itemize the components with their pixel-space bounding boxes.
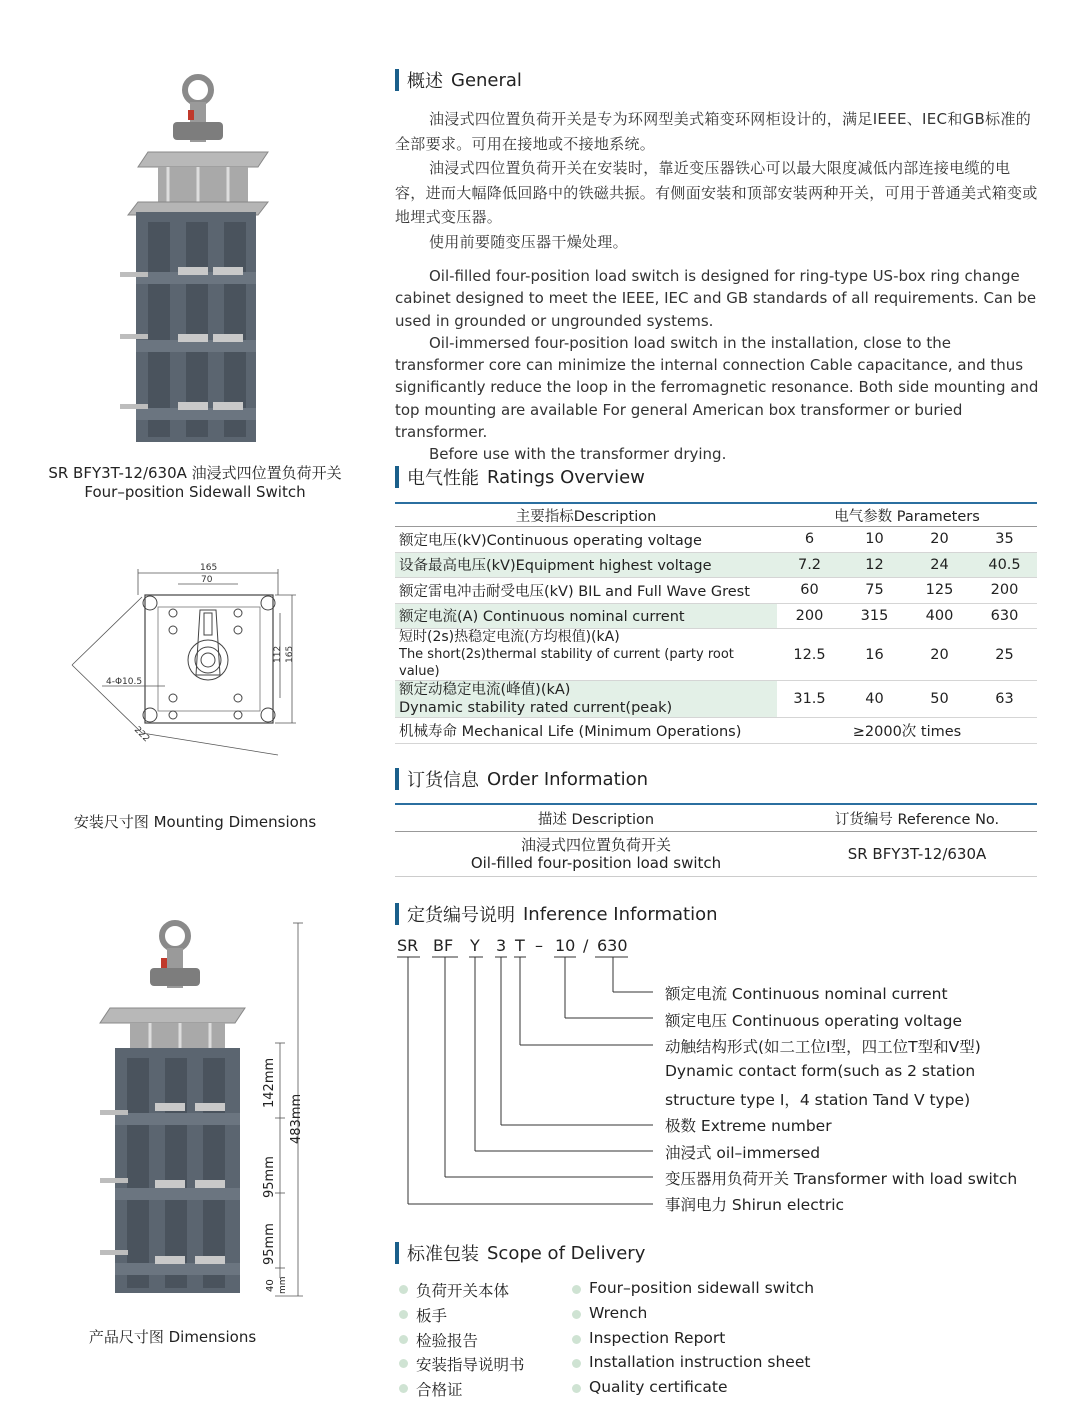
product-photo-top (118, 72, 278, 447)
dim-483: 483mm (289, 1093, 304, 1144)
ratings-desc: 机械寿命 Mechanical Life (Minimum Operations) (399, 723, 742, 740)
general-zh-text (395, 107, 1040, 254)
ratings-table (395, 502, 1037, 744)
ratings-value: 24 (907, 552, 972, 578)
ratings-title-en: Ratings Overview (487, 466, 645, 488)
inference-label-oil: 油浸式 oil–immersed (665, 1144, 821, 1162)
ratings-value: 50 (930, 691, 949, 707)
order-header-desc: 描述 Description (395, 804, 797, 832)
dim-70: 70 (201, 575, 213, 585)
general-zh-p1: 油浸式四位置负荷开关是专为环网型美式箱变环网柜设计的，满足IEEE、IEC和GB标准的全部要求。可用在接地或不接地系统。 (395, 110, 1032, 153)
bullet-icon (572, 1285, 581, 1294)
bullet-icon (399, 1359, 408, 1368)
table-row (395, 681, 1037, 718)
dim-40: 40 (265, 1279, 276, 1292)
section-bar (395, 466, 399, 488)
section-bar (395, 903, 399, 925)
general-title-en: General (451, 69, 522, 91)
code-dash: – (535, 936, 543, 955)
ratings-value: 16 (865, 646, 884, 663)
code-part-10: 10 (555, 936, 576, 955)
code-part-y: Y (470, 936, 480, 955)
bullet-icon (399, 1285, 408, 1294)
delivery-title-en: Scope of Delivery (487, 1242, 646, 1264)
section-title-delivery (395, 1241, 645, 1265)
section-bar (395, 768, 399, 790)
bullet-icon (572, 1335, 581, 1344)
inference-title-zh: 定货编号说明 (407, 905, 515, 926)
ratings-value: 40 (865, 691, 884, 707)
bullet-icon (399, 1310, 408, 1319)
ratings-value: 7.2 (777, 552, 842, 578)
code-part-3: 3 (496, 936, 507, 955)
ratings-value: 200 (990, 582, 1019, 599)
ratings-value: 20 (930, 531, 949, 548)
order-desc-zh: 油浸式四位置负荷开关 (520, 836, 671, 854)
mounting-caption: 安装尺寸图 Mounting Dimensions (73, 813, 317, 831)
ratings-desc (395, 681, 777, 718)
dim-222: 222 (131, 725, 152, 745)
code-part-sr: SR (397, 936, 419, 955)
product-caption (30, 464, 360, 502)
inference-connector-lines (395, 955, 665, 1210)
product-photo-dimensions (95, 918, 315, 1300)
bullet-icon (399, 1384, 408, 1393)
section-bar (395, 69, 399, 91)
ratings-value: ≥2000次 times (852, 723, 962, 740)
ratings-value: 75 (865, 582, 884, 599)
dim-40-unit: mm (278, 1276, 288, 1294)
inference-label-contact-en2: structure type Ⅰ，4 station Tand V type) (665, 1091, 971, 1109)
ratings-desc: 额定雷电冲击耐受电压(kV) BIL and Full Wave Grest (399, 583, 750, 600)
product-caption-name: Four–position Sidewall Switch (84, 483, 306, 501)
ratings-value: 12.5 (793, 646, 826, 663)
ratings-desc-en: The short(2s)thermal stability of current (party root value) (399, 647, 734, 679)
code-part-630: 630 (597, 936, 628, 955)
code-slash: / (583, 936, 589, 955)
order-header-ref: 订货编号 Reference No. (797, 804, 1037, 832)
ratings-desc-en: Dynamic stability rated current(peak) (399, 700, 673, 716)
dim-112: 112 (273, 645, 283, 663)
order-header-row (395, 804, 1037, 832)
ratings-value: 315 (860, 607, 889, 624)
section-title-general (395, 68, 522, 92)
ratings-value: 25 (995, 646, 1014, 663)
dim-hole-callout: 4-Φ10.5 (106, 677, 143, 687)
dimensions-caption: 产品尺寸图 Dimensions (88, 1328, 257, 1346)
bullet-icon (399, 1335, 408, 1344)
general-title-zh: 概述 (407, 71, 443, 92)
order-desc-cell (395, 832, 797, 877)
general-en-p3: Before use with the transformer drying. (429, 445, 727, 464)
general-en-p1: Oil-filled four-position load switch is designed for ring-type US-box ring change cabinet designed to meet the IEEE, IEC and GB standards of all requirements. Can be used in grounded or ungrounded systems. (395, 267, 1037, 330)
inference-label-contact: 动触结构形式(如二工位Ⅰ型，四工位T型和V型) (665, 1038, 981, 1056)
ratings-desc: 额定电流(A) Continuous nominal current (395, 603, 777, 629)
order-desc-en: Oil-filled four-position load switch (470, 854, 722, 872)
section-title-inference (395, 902, 718, 926)
delivery-item-en: Installation instruction sheet (589, 1353, 811, 1371)
dim-165-side: 165 (285, 645, 295, 663)
delivery-item-zh: 检验报告 (416, 1332, 479, 1350)
order-ref-cell: SR BFY3T-12/630A (797, 832, 1037, 877)
ratings-header-row (395, 503, 1037, 527)
ratings-value: 125 (925, 582, 954, 599)
table-row (395, 718, 1037, 744)
ratings-desc-zh: 短时(2s)热稳定电流(方均根值)(kA) (399, 629, 620, 645)
inference-title-en: Inference Information (523, 903, 718, 925)
inference-label-poles: 极数 Extreme number (665, 1117, 832, 1135)
general-en-text (395, 265, 1040, 466)
delivery-item-zh: 负荷开关本体 (416, 1282, 510, 1300)
ratings-value: 60 (800, 582, 819, 599)
table-row (395, 832, 1037, 877)
bullet-icon (572, 1310, 581, 1319)
table-row (395, 527, 1037, 553)
table-row (395, 629, 1037, 681)
dim-95b: 95mm (262, 1223, 277, 1265)
delivery-item-en: Inspection Report (589, 1329, 726, 1347)
general-en-p2: Oil-immersed four-position load switch in the installation, close to the transformer core can minimize the internal connection Cable capacitance, and thus significantly reduce the loop in the ferromagnetic resonance. Both side mounting and top mounting are available For general American box transformer or buried transformer. (395, 333, 1039, 442)
order-title-en: Order Information (487, 768, 649, 790)
delivery-item-zh: 安装指导说明书 (416, 1356, 525, 1374)
ratings-value: 20 (930, 646, 949, 663)
dim-95a: 95mm (262, 1156, 277, 1198)
inference-label-voltage: 额定电压 Continuous operating voltage (665, 1012, 963, 1030)
ratings-header-desc: 主要指标Description (395, 503, 777, 527)
delivery-title-zh: 标准包装 (407, 1244, 479, 1265)
dim-165-top: 165 (200, 563, 218, 573)
ratings-value: 6 (804, 531, 815, 548)
bullet-icon (572, 1359, 581, 1368)
mounting-dimensions-drawing (60, 555, 310, 805)
general-zh-p3: 使用前要随变压器干燥处理。 (429, 232, 628, 251)
ratings-header-params: 电气参数 Parameters (777, 503, 1037, 527)
section-title-ratings (395, 465, 645, 489)
order-table (395, 803, 1037, 877)
table-row (395, 578, 1037, 604)
ratings-desc: 额定电压(kV)Continuous operating voltage (399, 532, 702, 549)
ratings-desc (395, 629, 777, 681)
inference-label-contact-en1: Dynamic contact form(such as 2 station (665, 1062, 976, 1080)
ratings-desc-zh: 额定动稳定电流(峰值)(kA) (399, 682, 571, 698)
delivery-item-zh: 板手 (416, 1307, 448, 1325)
delivery-item-en: Quality certificate (589, 1378, 728, 1396)
ratings-value: 630 (990, 607, 1019, 624)
delivery-item-en: Four–position sidewall switch (589, 1279, 815, 1297)
ratings-value: 63 (995, 691, 1014, 707)
ratings-value: 12 (842, 552, 907, 578)
bullet-icon (572, 1384, 581, 1393)
ratings-value: 200 (795, 607, 824, 624)
delivery-item-zh: 合格证 (416, 1381, 463, 1399)
ratings-desc: 设备最高电压(kV)Equipment highest voltage (395, 552, 777, 578)
general-zh-p2: 油浸式四位置负荷开关在安装时，靠近变压器铁心可以最大限度减低内部连接电缆的电容，进而大幅降低回路中的铁磁共振。有侧面安装和顶部安装两种开关，可用于普通美式箱变或地埋式变压器。 (395, 159, 1038, 226)
code-part-bf: BF (433, 936, 454, 955)
ratings-value: 40.5 (972, 552, 1037, 578)
ratings-value: 10 (865, 531, 884, 548)
table-row (395, 603, 1037, 629)
dim-142: 142mm (262, 1057, 277, 1108)
ratings-title-zh: 电气性能 (407, 468, 479, 489)
inference-label-maker: 事润电力 Shirun electric (665, 1196, 845, 1214)
product-caption-model: SR BFY3T-12/630A 油浸式四位置负荷开关 (48, 464, 342, 482)
code-part-t: T (515, 936, 525, 955)
inference-label-transformer: 变压器用负荷开关 Transformer with load switch (665, 1170, 1018, 1188)
ratings-value: 31.5 (793, 691, 826, 707)
ratings-value: 35 (995, 531, 1014, 548)
table-row (395, 552, 1037, 578)
section-bar (395, 1242, 399, 1264)
section-title-order (395, 767, 648, 791)
ratings-value: 400 (925, 607, 954, 624)
delivery-item-en: Wrench (589, 1304, 648, 1322)
order-title-zh: 订货信息 (407, 770, 479, 791)
inference-label-current: 额定电流 Continuous nominal current (665, 985, 948, 1003)
